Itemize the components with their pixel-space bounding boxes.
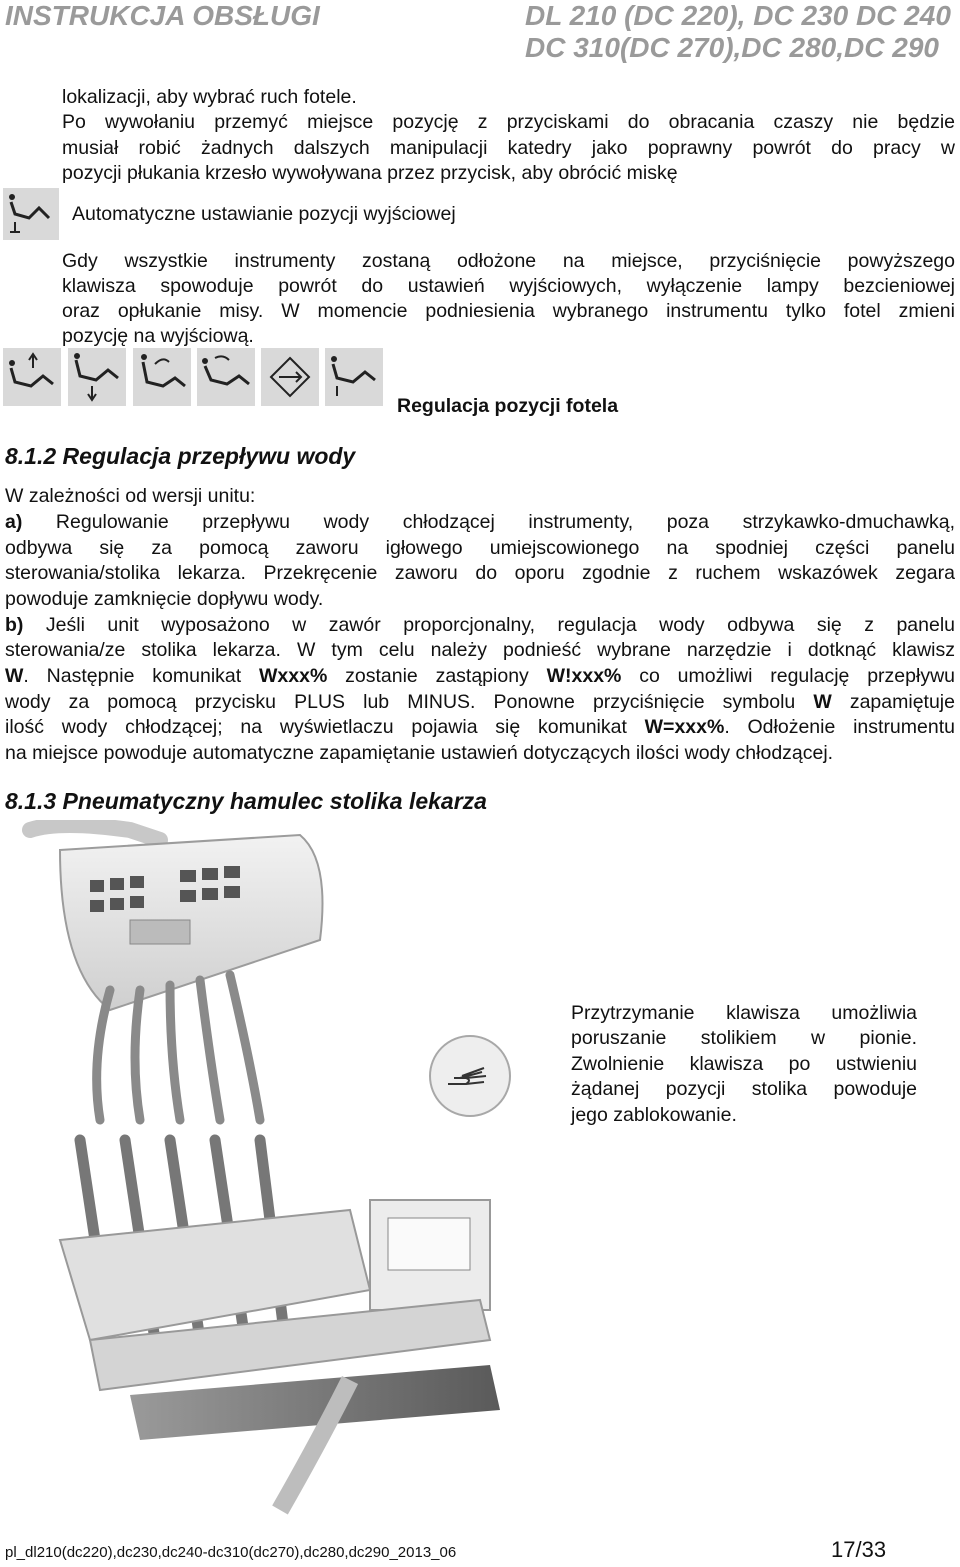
header-left: INSTRUKCJA OBSŁUGI xyxy=(5,0,320,31)
footer-filename: pl_dl210(dc220),dc230,dc240-dc310(dc270),dc280,dc290_2013_06 xyxy=(5,1544,457,1561)
chair-position-icon xyxy=(325,348,383,406)
backrest-up-icon xyxy=(133,348,191,406)
hand-button[interactable] xyxy=(426,1032,514,1120)
section-812-title: 8.1.2 Regulacja przepływu wody xyxy=(5,443,356,469)
section-812-b-line-6: na miejsce powoduje automatyczne zapamiętanie ustawień dotyczących ilości wody chłodzącej. xyxy=(5,742,834,764)
intro-line-4: pozycji płukania krzesło wywoływana przez przycisk, aby obrócić miskę xyxy=(62,162,678,184)
auto-position-line-3: oraz opłukanie misy. W momencie podniesienia wybranego instrumentu tylko fotel zmieni xyxy=(62,300,955,322)
section-813-caption-line-1: Przytrzymanie klawisza umożliwia xyxy=(571,1002,917,1024)
b-label: b) xyxy=(5,614,24,636)
header-right-line2: DC 310(DC 270),DC 280,DC 290 xyxy=(525,32,939,63)
section-812-a-line-1: a) Regulowanie przepływu wody chłodzącej instrumenty, poza strzykawko-dmuchawką, xyxy=(5,511,955,533)
auto-position-title: Automatyczne ustawianie pozycji wyjściowej xyxy=(72,203,456,225)
hand-icon xyxy=(426,1032,514,1120)
auto-position-line-1: Gdy wszystkie instrumenty zostaną odłożone na miejsce, przyciśnięcie powyższego xyxy=(62,250,955,272)
chair-buttons-caption: Regulacja pozycji fotela xyxy=(397,395,619,417)
section-812-b-line-1: b) Jeśli unit wyposażono w zawór proporcjonalny, regulacja wody odbywa się z panelu xyxy=(5,614,956,636)
intro-line-1: lokalizacji, aby wybrać ruch fotele. xyxy=(62,86,357,108)
section-813-title: 8.1.3 Pneumatyczny hamulec stolika lekarza xyxy=(5,788,487,814)
footer-page-number: 17/33 xyxy=(831,1537,887,1562)
section-812-a-line-4: powoduje zamknięcie dopływu wody. xyxy=(5,588,324,610)
section-812-b-line-4: wody za pomocą przycisku PLUS lub MINUS. Ponowne przyciśnięcie symbolu W zapamiętuje xyxy=(5,691,955,713)
section-812-b-line-5: ilość wody chłodzącej; na wyświetlaczu pojawia się komunikat W=xxx%. Odłożenie instrumentu xyxy=(5,716,955,738)
dentist-table-illustration xyxy=(20,820,520,1520)
section-812-intro: W zależności od wersji unitu: xyxy=(5,485,256,507)
section-813-caption-line-5: jego zablokowanie. xyxy=(571,1104,737,1126)
section-813-caption-line-4: żądanej pozycji stolika powoduje xyxy=(571,1078,917,1100)
chair-down-icon xyxy=(68,348,126,406)
header-right-line1: DL 210 (DC 220), DC 230 DC 240 xyxy=(525,0,951,31)
intro-line-2: Po wywołaniu przemyć miejsce pozycję z przyciskami do obracania czaszy nie będzie xyxy=(62,111,955,133)
auto-position-line-4: pozycję na wyjściową. xyxy=(62,325,254,347)
intro-line-3: musiał robić żadnych dalszych manipulacji katedry jako poprawny powrót do pracy w xyxy=(62,137,955,159)
chair-recline-icon xyxy=(3,188,59,240)
a-label: a) xyxy=(5,511,23,533)
arrows-direction-icon xyxy=(261,348,319,406)
section-813-caption-line-3: Zwolnienie klawisza po ustwieniu xyxy=(571,1053,917,1075)
section-812-a-line-3: sterowania/stolika lekarza. Przekręcenie zaworu do oporu zgodnie z ruchem wskazówek zegara xyxy=(5,562,955,584)
auto-position-line-2: klawisza spowoduje powrót do ustawień wyjściowych, wyłączenie lampy bezcieniowej xyxy=(62,275,955,297)
section-812-b-line-3: W. Następnie komunikat Wxxx% zostanie zastąpiony W!xxx% co umożliwi regulację przepływu xyxy=(5,665,955,687)
chair-up-icon xyxy=(3,348,61,406)
backrest-down-icon xyxy=(197,348,255,406)
section-812-b-line-2: sterowania/ze stolika lekarza. W tym celu należy podnieść wybrane narzędzie i dotknąć klawisz xyxy=(5,639,955,661)
section-812-a-line-2: odbywa się za pomocą zaworu igłowego umiejscowionego na spodniej części panelu xyxy=(5,537,955,559)
section-813-caption-line-2: poruszanie stolikiem w pionie. xyxy=(571,1027,917,1049)
